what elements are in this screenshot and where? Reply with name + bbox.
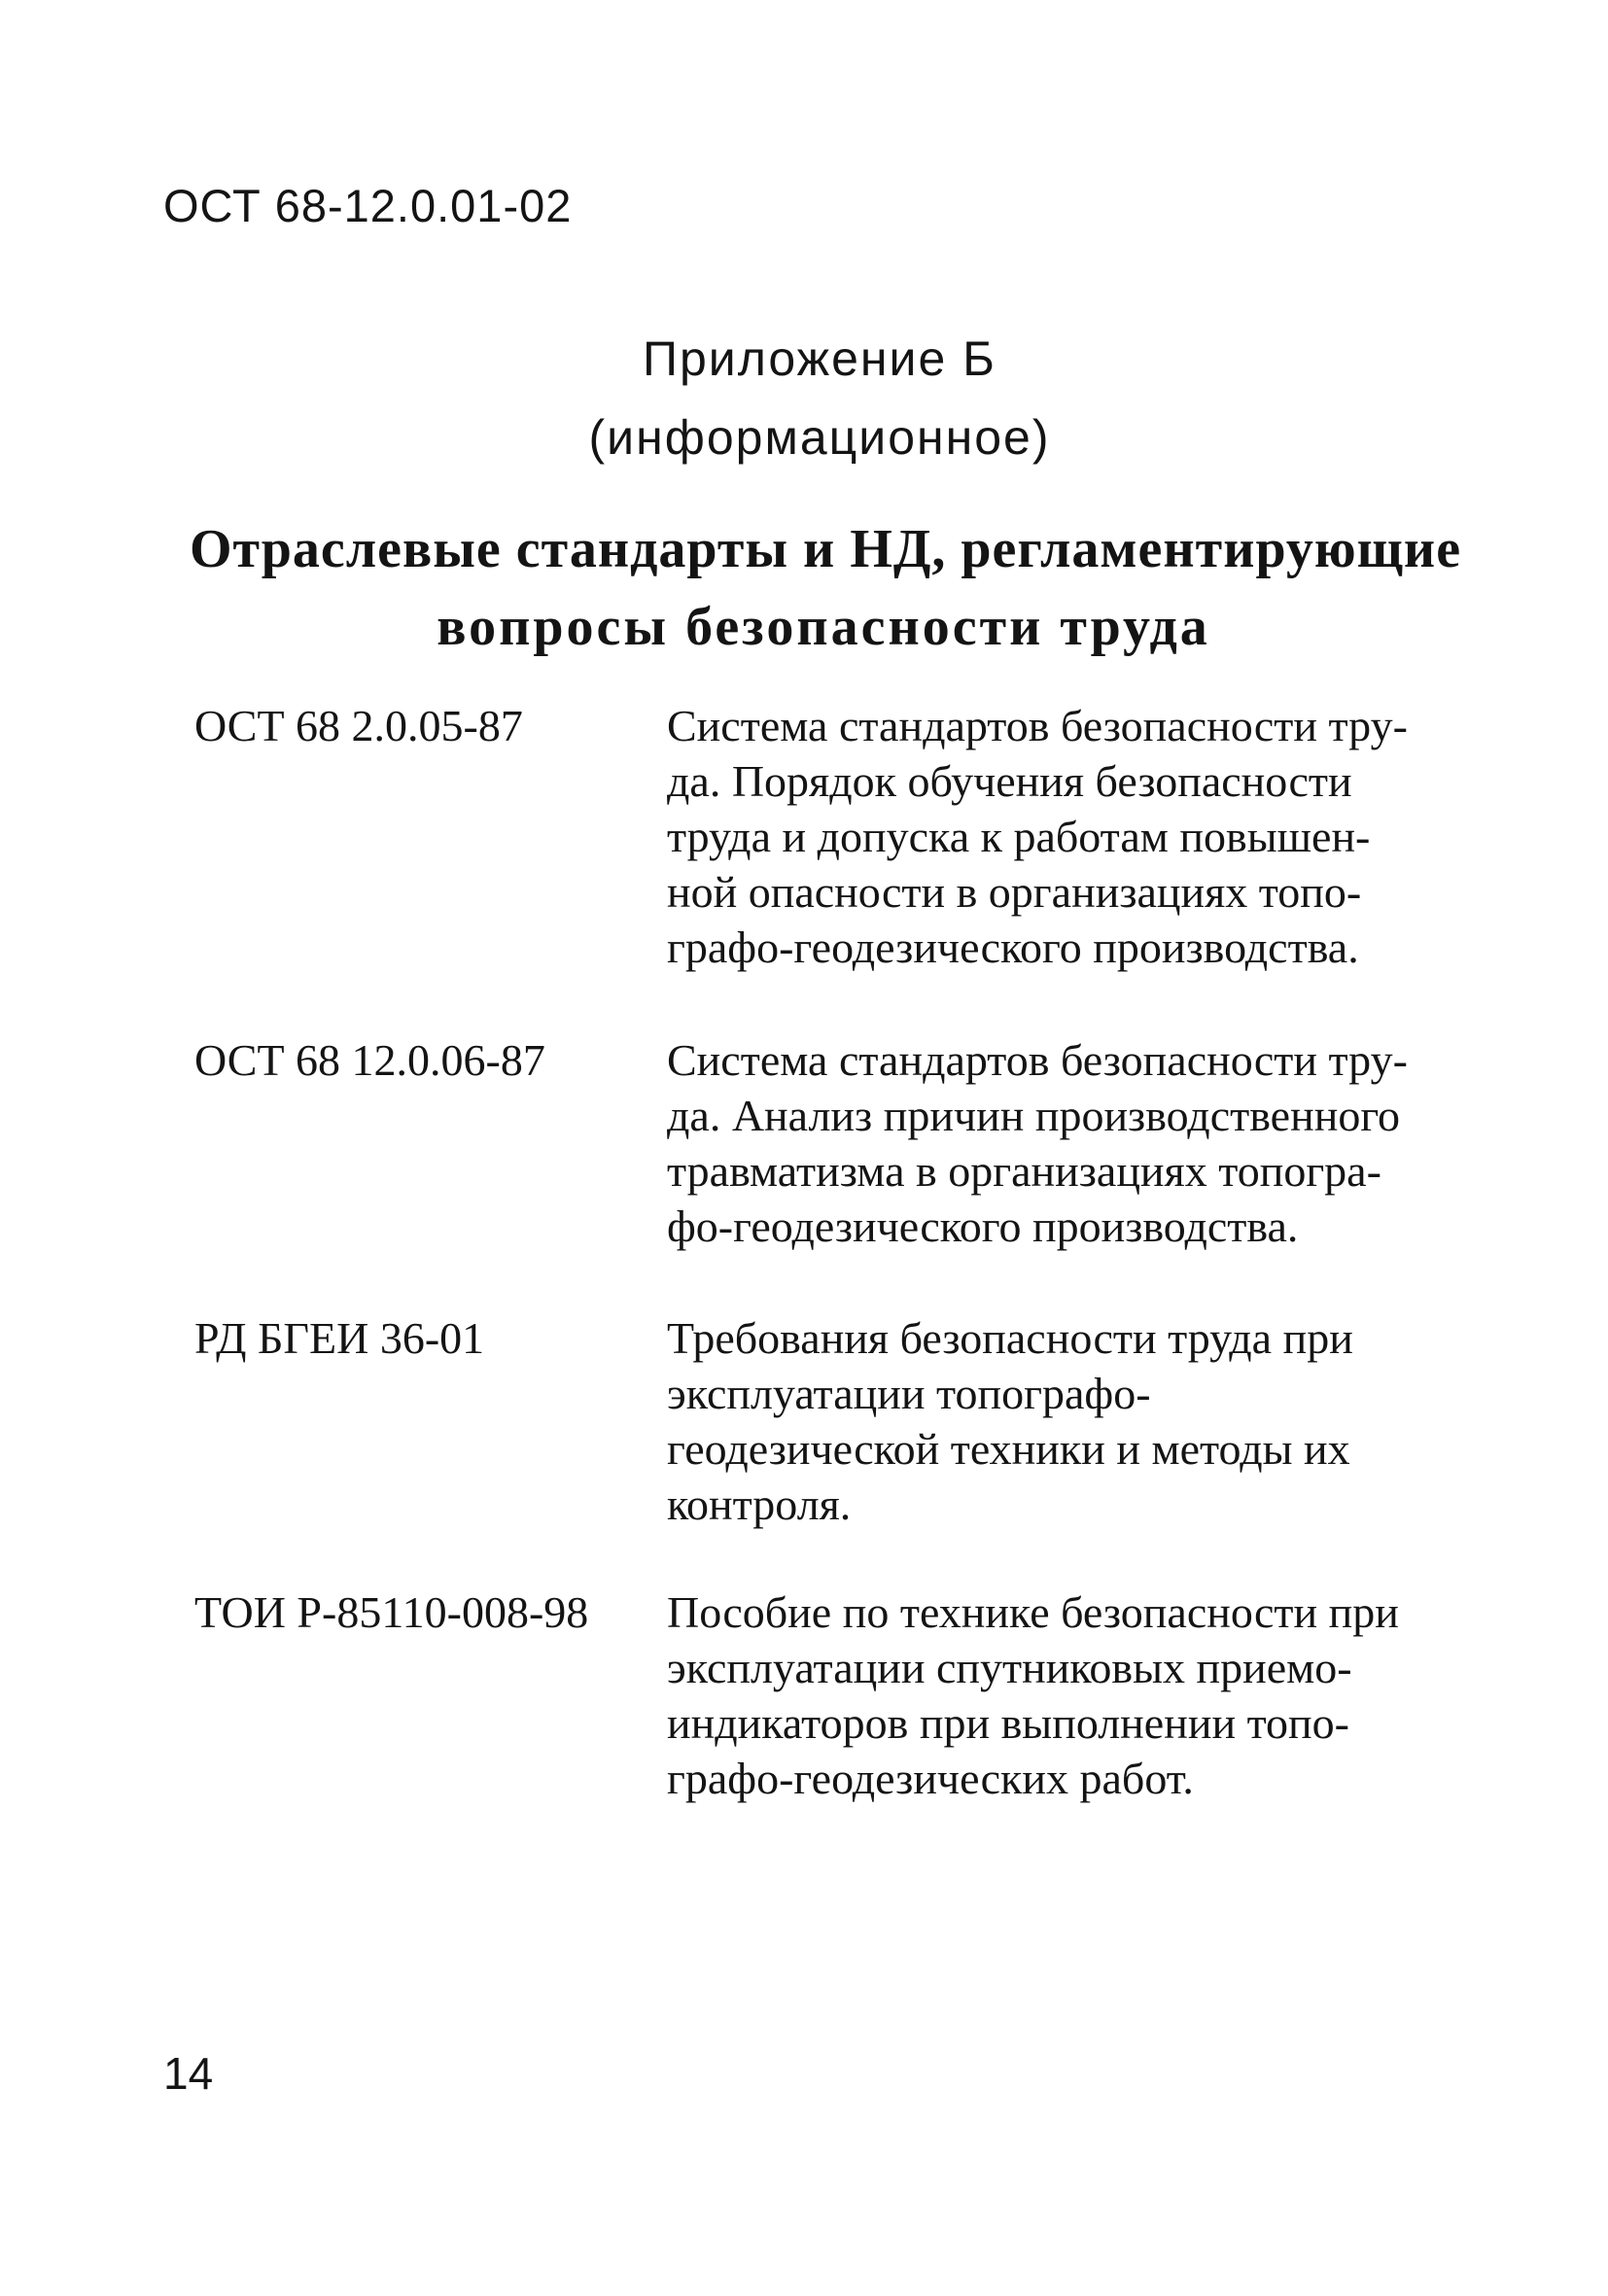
page-number: 14 (163, 2048, 214, 2099)
section-title-line: Отраслевые стандарты и НД, регламентирующие (189, 519, 1462, 579)
section-title (0, 510, 1608, 666)
description-line: Требования безопасности труда при (667, 1313, 1353, 1363)
description-line: графо-геодезических работ. (667, 1754, 1194, 1803)
description-line: Система стандартов безопасности тру- (667, 1035, 1408, 1085)
description-line: Пособие по технике безопасности при (667, 1587, 1399, 1637)
standard-code: РД БГЕИ 36-01 (194, 1313, 485, 1363)
description-line: труда и допуска к работам повышен- (667, 812, 1371, 861)
standard-description (667, 1032, 1445, 1254)
description-line: геодезической техники и методы их (667, 1424, 1350, 1474)
standard-code: ТОИ Р-85110-008-98 (194, 1587, 589, 1637)
description-line: графо-геодезического производства. (667, 922, 1359, 972)
description-line: травматизма в организациях топогра- (667, 1146, 1381, 1196)
description-line: эксплуатации топографо- (667, 1369, 1151, 1418)
standard-code: ОСТ 68 2.0.05-87 (194, 701, 523, 750)
appendix-type: (информационное) (588, 410, 1051, 465)
document-code: ОСТ 68-12.0.01-02 (163, 180, 573, 231)
description-line: фо-геодезического производства. (667, 1201, 1299, 1251)
section-title-line: вопросы безопасности труда (437, 597, 1210, 657)
standard-description (667, 1584, 1445, 1806)
standard-description (667, 698, 1445, 975)
standard-description (667, 1310, 1445, 1532)
description-line: эксплуатации спутниковых приемо- (667, 1643, 1352, 1692)
appendix-title: Приложение Б (643, 331, 996, 386)
description-line: да. Анализ причин производственного (667, 1091, 1401, 1140)
description-line: да. Порядок обучения безопасности (667, 756, 1352, 806)
description-line: Система стандартов безопасности тру- (667, 701, 1408, 750)
standard-code: ОСТ 68 12.0.06-87 (194, 1035, 545, 1085)
description-line: контроля. (667, 1479, 852, 1529)
description-line: индикаторов при выполнении топо- (667, 1698, 1349, 1748)
description-line: ной опасности в организациях топо- (667, 867, 1362, 917)
